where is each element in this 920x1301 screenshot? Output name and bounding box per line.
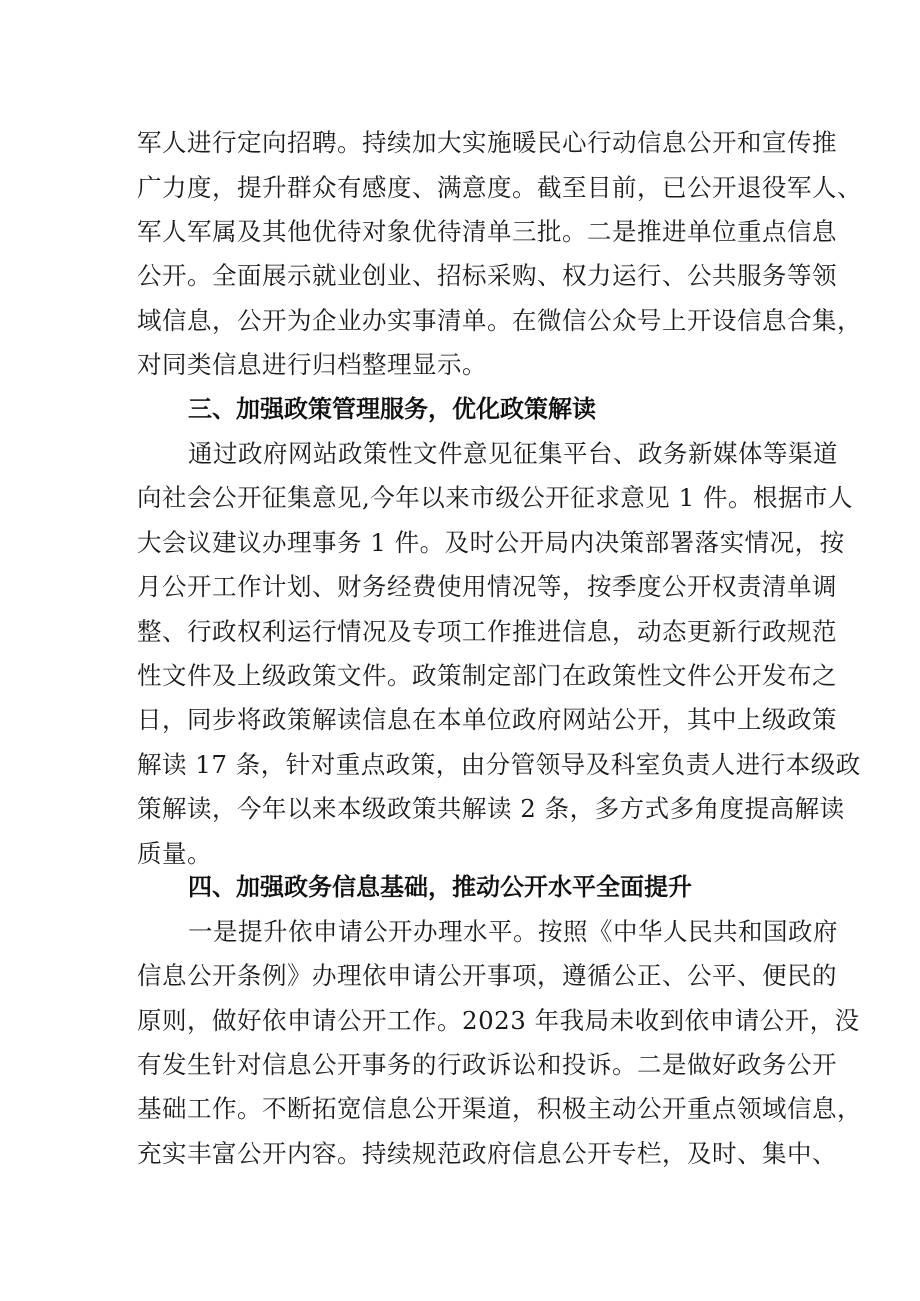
section-heading-4: 四、加强政务信息基础，推动公开水平全面提升 bbox=[188, 873, 692, 901]
paragraph-2-line-5: 整、行政权利运行情况及专项工作推进信息，动态更新行政规范 bbox=[137, 617, 837, 646]
paragraph-1-line-1: 军人进行定向招聘。持续加大实施暖民心行动信息公开和宣传推 bbox=[137, 128, 837, 157]
paragraph-1-line-6: 对同类信息进行归档整理显示。 bbox=[137, 350, 487, 379]
paragraph-1-line-4: 公开。全面展示就业创业、招标采购、权力运行、公共服务等领 bbox=[137, 261, 837, 290]
paragraph-3-line-6: 充实丰富公开内容。持续规范政府信息公开专栏，及时、集中、 bbox=[137, 1139, 837, 1168]
paragraph-2-line-9: 策解读，今年以来本级政策共解读 2 条，多方式多角度提高解读 bbox=[137, 794, 845, 823]
paragraph-1-line-5: 域信息，公开为企业办实事清单。在微信公众号上开设信息合集， bbox=[137, 306, 862, 335]
paragraph-3-line-1: 一是提升依申请公开办理水平。按照《中华人民共和国政府 bbox=[188, 917, 838, 946]
paragraph-2-line-3: 大会议建议办理事务 1 件。及时公开局内决策部署落实情况，按 bbox=[137, 528, 845, 557]
paragraph-2-line-2: 向社会公开征集意见,今年以来市级公开征求意见 1 件。根据市人 bbox=[137, 483, 853, 512]
paragraph-2-line-8: 解读 17 条，针对重点政策，由分管领导及科室负责人进行本级政 bbox=[137, 750, 861, 779]
paragraph-2-line-6: 性文件及上级政策文件。政策制定部门在政策性文件公开发布之 bbox=[137, 661, 837, 690]
paragraph-3-line-3: 原则，做好依申请公开工作。2023 年我局未收到依申请公开，没 bbox=[137, 1006, 860, 1035]
section-heading-3: 三、加强政策管理服务，优化政策解读 bbox=[188, 395, 596, 423]
paragraph-3-line-5: 基础工作。不断拓宽信息公开渠道，积极主动公开重点领域信息， bbox=[137, 1094, 862, 1123]
paragraph-1-line-3: 军人军属及其他优待对象优待清单三批。二是推进单位重点信息 bbox=[137, 217, 837, 246]
paragraph-1-line-2: 广力度，提升群众有感度、满意度。截至目前，已公开退役军人、 bbox=[137, 173, 862, 202]
paragraph-3-line-2: 信息公开条例》办理依申请公开事项，遵循公正、公平、便民的 bbox=[137, 961, 837, 990]
paragraph-2-line-4: 月公开工作计划、财务经费使用情况等，按季度公开权责清单调 bbox=[137, 572, 837, 601]
paragraph-2-line-7: 日，同步将政策解读信息在本单位政府网站公开，其中上级政策 bbox=[137, 705, 837, 734]
paragraph-2-line-1: 通过政府网站政策性文件意见征集平台、政务新媒体等渠道 bbox=[188, 439, 838, 468]
paragraph-2-line-10: 质量。 bbox=[137, 839, 212, 868]
paragraph-3-line-4: 有发生针对信息公开事务的行政诉讼和投诉。二是做好政务公开 bbox=[137, 1050, 837, 1079]
